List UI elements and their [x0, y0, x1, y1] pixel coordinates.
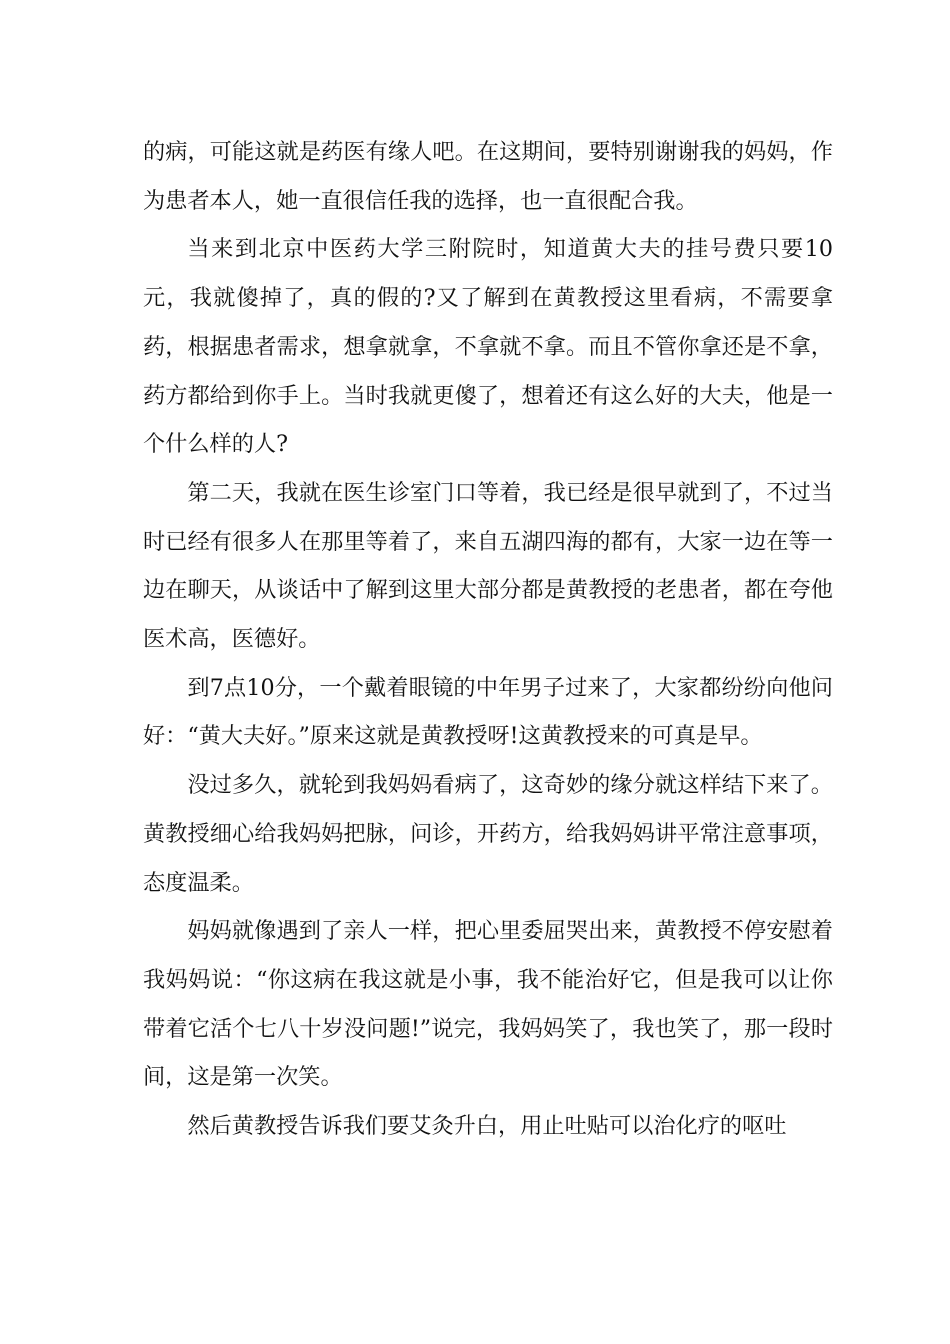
- paragraph-5: 没过多久，就轮到我妈妈看病了，这奇妙的缘分就这样结下来了。黄教授细心给我妈妈把脉，问诊，开药方，给我妈妈讲平常注意事项，态度温柔。: [143, 772, 833, 896]
- paragraph-3: 第二天，我就在医生诊室门口等着，我已经是很早就到了，不过当时已经有很多人在那里等着了，来自五湖四海的都有，大家一边在等一边在聊天，从谈话中了解到这里大部分都是黄教授的老患者，都在夸他医术高，医德好。: [143, 479, 833, 653]
- paragraph-6: 妈妈就像遇到了亲人一样，把心里委屈哭出来，黄教授不停安慰着我妈妈说：“你这病在我这就是小事，我不能治好它，但是我可以让你带着它活个七八十岁没问题!”说完，我妈妈笑了，我也笑了，那一段时间，这是第一次笑。: [143, 918, 833, 1091]
- document-body: [143, 128, 833, 1151]
- paragraph-2: 当来到北京中医药大学三附院时，知道黄大夫的挂号费只要10元，我就傻掉了，真的假的?又了解到在黄教授这里看病，不需要拿药，根据患者需求，想拿就拿，不拿就不拿。而且不管你拿还是不拿，药方都给到你手上。当时我就更傻了，想着还有这么好的大夫，他是一个什么样的人?: [143, 236, 833, 458]
- paragraph-1: 的病，可能这就是药医有缘人吧。在这期间，要特别谢谢我的妈妈，作为患者本人，她一直很信任我的选择，也一直很配合我。: [143, 139, 833, 214]
- paragraph-4: 到7点10分，一个戴着眼镜的中年男子过来了，大家都纷纷向他问好：“黄大夫好。”原来这就是黄教授呀!这黄教授来的可真是早。: [143, 674, 833, 750]
- paragraph-7: 然后黄教授告诉我们要艾灸升白，用止吐贴可以治化疗的呕吐: [187, 1113, 787, 1140]
